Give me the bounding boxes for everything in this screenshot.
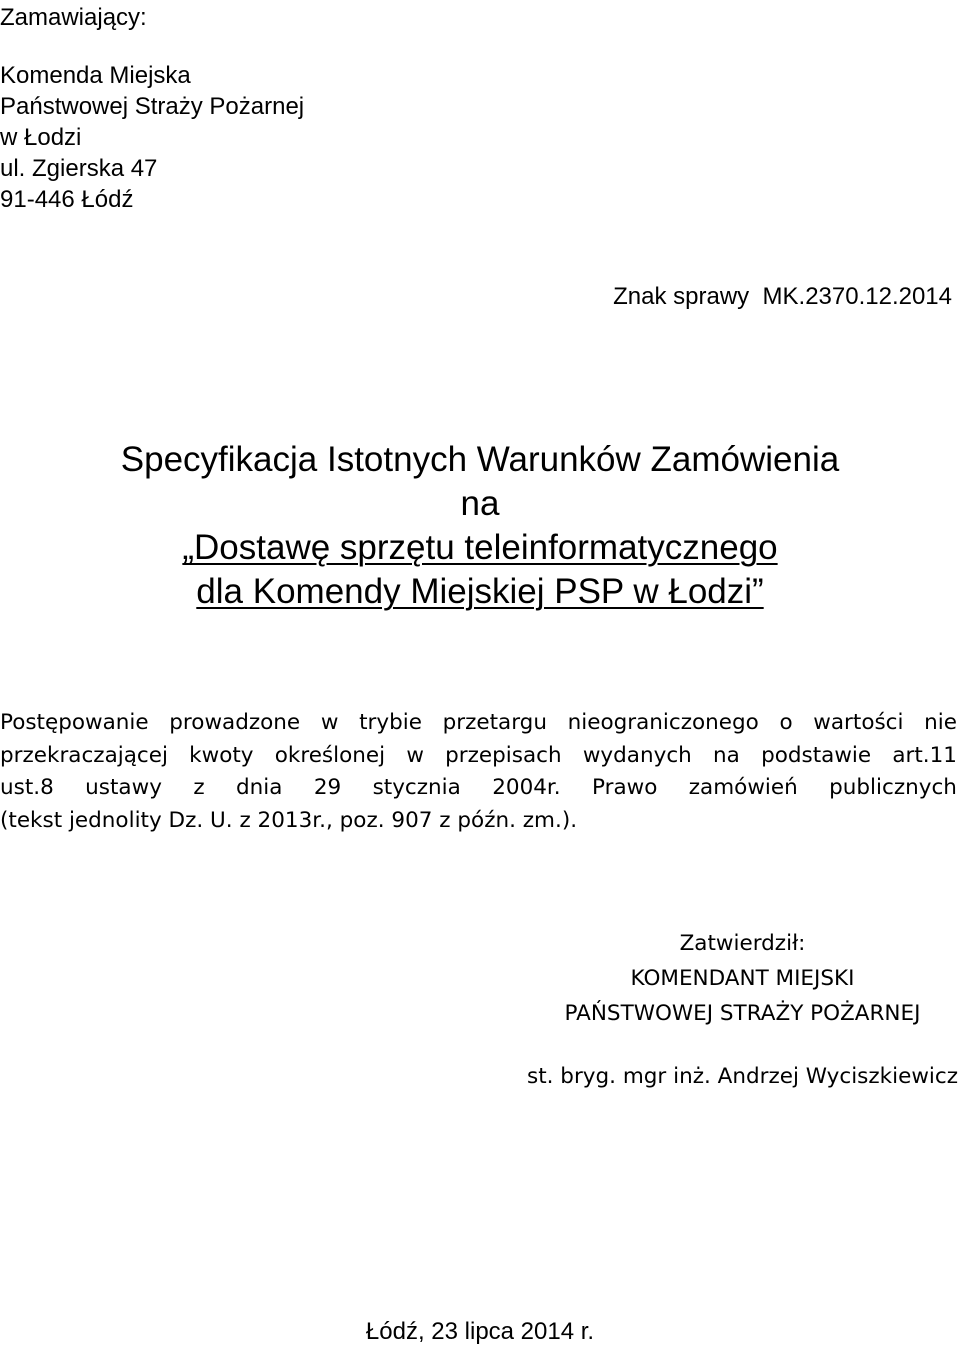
date-text: Łódź, 23 lipca 2014 r. bbox=[365, 1318, 595, 1345]
address-line: ul. Zgierska 47 bbox=[0, 155, 158, 182]
word: art.11 bbox=[892, 742, 957, 768]
word: prowadzone bbox=[169, 710, 301, 735]
word: podstawie bbox=[761, 742, 872, 768]
word: w bbox=[406, 742, 424, 768]
word: określonej bbox=[274, 742, 386, 768]
word: dnia bbox=[236, 775, 283, 801]
spacer bbox=[525, 1031, 960, 1059]
title-line-4-wrap bbox=[0, 570, 960, 614]
signatory-name: st. bryg. mgr inż. Andrzej Wyciszkiewicz bbox=[527, 1064, 958, 1089]
address-line: w Łodzi bbox=[0, 124, 82, 151]
word: stycznia bbox=[372, 775, 461, 801]
word: w bbox=[320, 710, 339, 735]
orderer-address bbox=[0, 60, 304, 215]
approval-block bbox=[525, 926, 960, 1094]
approval-role-1: KOMENDANT MIEJSKI bbox=[630, 966, 855, 991]
title-line-2: na bbox=[460, 484, 500, 523]
title-line-3-wrap bbox=[0, 526, 960, 570]
word: 2004r. bbox=[492, 775, 561, 801]
word: o bbox=[779, 710, 793, 735]
approval-label: Zatwierdził: bbox=[679, 931, 806, 956]
word: nieograniczonego bbox=[567, 710, 759, 735]
paragraph-line-4: (tekst jednolity Dz. U. z 2013r., poz. 907 z późn. zm.). bbox=[0, 808, 578, 834]
document-title bbox=[0, 438, 960, 614]
word: Postępowanie bbox=[0, 710, 149, 735]
document-date bbox=[0, 1316, 960, 1348]
word: trybie bbox=[359, 710, 422, 735]
title-line-4: dla Komendy Miejskiej PSP w Łodzi” bbox=[196, 572, 764, 611]
orderer-label bbox=[0, 2, 147, 34]
word: przekraczającej bbox=[0, 742, 168, 768]
title-line-3: „Dostawę sprzętu teleinformatycznego bbox=[182, 528, 778, 567]
procedure-paragraph bbox=[0, 707, 957, 838]
orderer-label-text: Zamawiający: bbox=[0, 4, 147, 31]
word: ust.8 bbox=[0, 775, 54, 801]
word: przepisach bbox=[445, 742, 562, 768]
address-line: Państwowej Straży Pożarnej bbox=[0, 93, 305, 120]
title-line-1: Specyfikacja Istotnych Warunków Zamówienia bbox=[120, 440, 840, 479]
word: nie bbox=[924, 710, 957, 735]
word: na bbox=[713, 742, 740, 768]
word: 29 bbox=[313, 775, 342, 801]
word: wydanych bbox=[582, 742, 692, 768]
paragraph-line-2 bbox=[0, 740, 957, 773]
word: z bbox=[193, 775, 205, 801]
word: publicznych bbox=[829, 775, 957, 801]
paragraph-line-3 bbox=[0, 772, 957, 805]
word: zamówień bbox=[688, 775, 798, 801]
approval-role-2: PAŃSTWOWEJ STRAŻY POŻARNEJ bbox=[564, 1001, 921, 1026]
word: wartości bbox=[813, 710, 904, 735]
paragraph-line-1 bbox=[0, 707, 957, 740]
case-number bbox=[613, 281, 952, 313]
case-number-text: Znak sprawy MK.2370.12.2014 bbox=[613, 283, 952, 310]
word: Prawo bbox=[592, 775, 658, 801]
word: kwoty bbox=[189, 742, 254, 768]
address-line: Komenda Miejska bbox=[0, 62, 191, 89]
word: przetargu bbox=[442, 710, 547, 735]
word: ustawy bbox=[85, 775, 162, 801]
address-line: 91-446 Łódź bbox=[0, 186, 134, 213]
